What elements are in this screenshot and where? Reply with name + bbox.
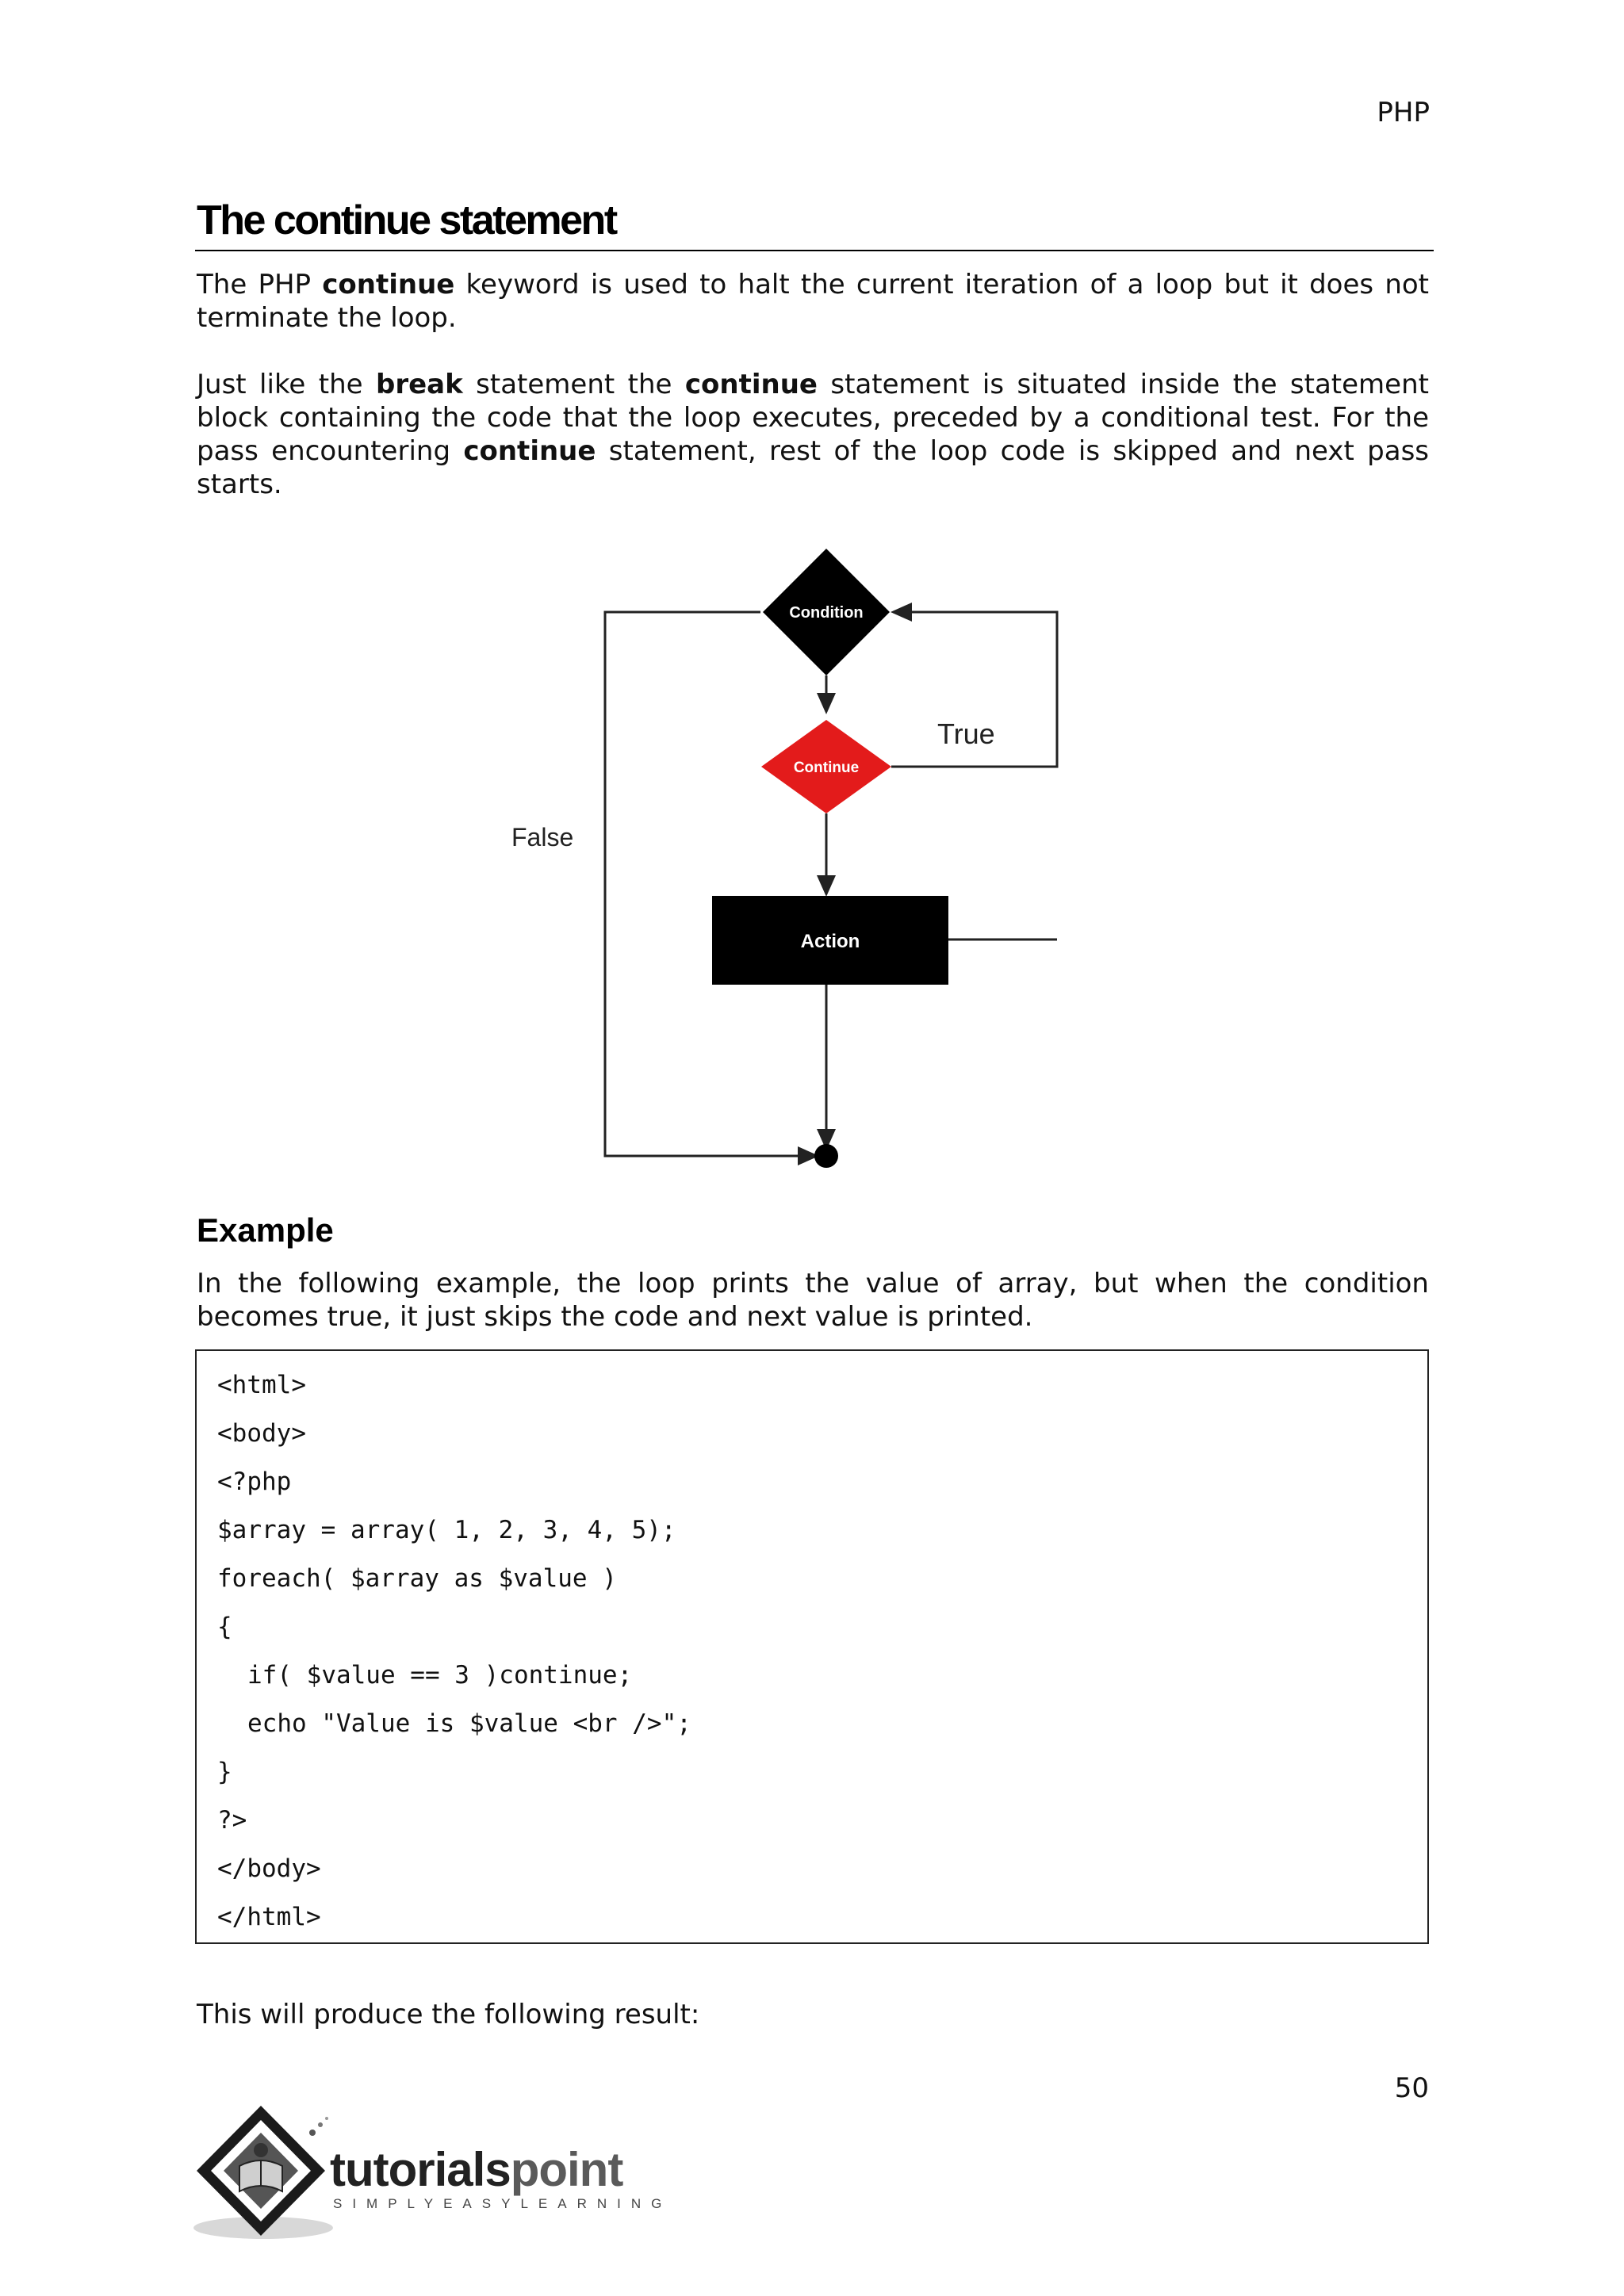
result-intro: This will produce the following result: bbox=[197, 1999, 700, 2030]
code-line: <body> bbox=[217, 1419, 306, 1448]
end-node bbox=[814, 1144, 838, 1168]
tutorialspoint-logo bbox=[193, 2101, 672, 2244]
logo-emblem-icon bbox=[193, 2101, 344, 2244]
logo-tagline: SIMPLYEASYLEARNING bbox=[333, 2196, 672, 2211]
action-label: Action bbox=[800, 931, 860, 952]
flow-line-false bbox=[605, 612, 817, 1156]
example-description: In the following example, the loop prints the value of array, but when the condition becomes true, it just skips the code and next value is printed. bbox=[197, 1268, 1429, 1333]
section-title: The continue statement bbox=[197, 197, 616, 243]
code-line: <?php bbox=[217, 1468, 292, 1496]
title-underline bbox=[195, 250, 1434, 251]
code-line: { bbox=[217, 1613, 232, 1641]
code-line: foreach( $array as $value ) bbox=[217, 1564, 617, 1593]
true-label: True bbox=[937, 718, 995, 750]
example-heading: Example bbox=[197, 1211, 334, 1249]
code-line: ?> bbox=[217, 1806, 247, 1835]
false-label: False bbox=[511, 823, 574, 851]
paragraph-explanation: Just like the break statement the continue statement is situated inside the statement block containing the code that the loop executes, preceded by a conditional test. For the pass encountering continue statement, rest of the loop code is skipped and next pass starts. bbox=[197, 369, 1429, 500]
continue-flowchart bbox=[476, 539, 1110, 1173]
code-line: </html> bbox=[217, 1903, 321, 1931]
code-block bbox=[195, 1349, 1429, 1944]
running-header: PHP bbox=[1377, 97, 1430, 128]
paragraph-intro: The PHP continue keyword is used to halt the current iteration of a loop but it does not terminate the loop. bbox=[197, 269, 1429, 334]
page-number: 50 bbox=[1394, 2072, 1429, 2104]
code-line: if( $value == 3 )continue; bbox=[247, 1661, 633, 1689]
code-line: echo "Value is $value <br />"; bbox=[247, 1709, 691, 1738]
code-line: $array = array( 1, 2, 3, 4, 5); bbox=[217, 1516, 676, 1544]
code-line: <html> bbox=[217, 1371, 306, 1399]
logo-wordmark: tutorialspoint bbox=[330, 2143, 623, 2196]
condition-label: Condition bbox=[789, 604, 864, 622]
code-line: } bbox=[217, 1758, 232, 1786]
continue-label: Continue bbox=[793, 760, 860, 776]
code-line: </body> bbox=[217, 1854, 321, 1883]
